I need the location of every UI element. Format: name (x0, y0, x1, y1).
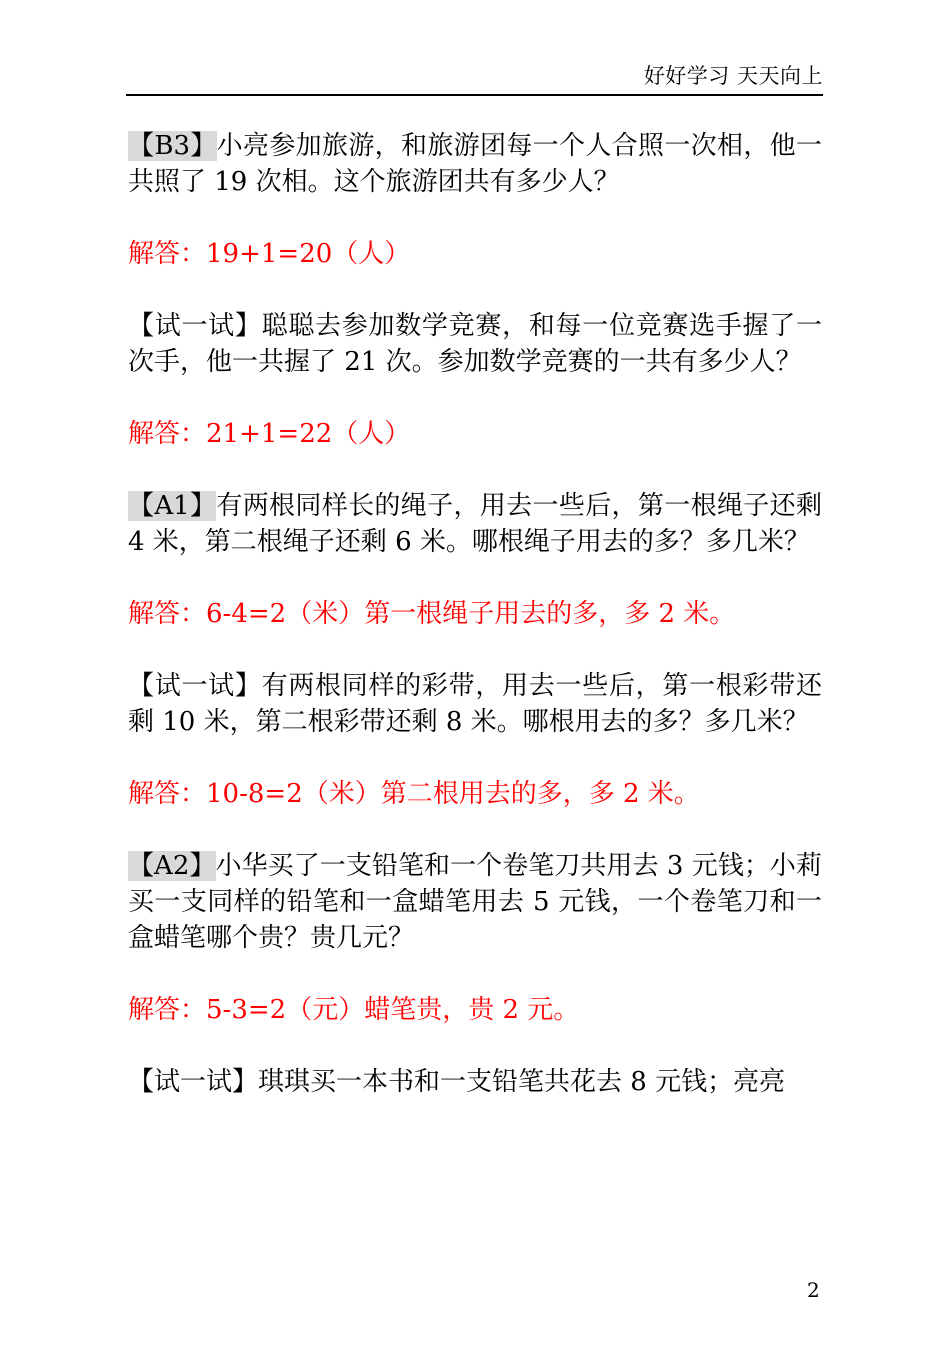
question-tag: 【试一试】 (128, 1067, 259, 1097)
question-a1 (128, 488, 822, 560)
answer-try-2: 解答：10-8=2（米）第二根用去的多，多 2 米。 (128, 779, 700, 809)
question-text: 聪聪去参加数学竞赛，和每一位竞赛选手握了一次手，他一共握了 21 次。参加数学竞赛的一共有多少人？ (128, 311, 822, 377)
page-header (126, 62, 823, 96)
question-tag: 【试一试】 (128, 311, 262, 341)
answer-a2: 解答：5-3=2（元）蜡笔贵，贵 2 元。 (128, 995, 580, 1025)
question-text: 小华买了一支铅笔和一个卷笔刀共用去 3 元钱；小莉买一支同样的铅笔和一盒蜡笔用去 5 元钱，一个卷笔刀和一盒蜡笔哪个贵？贵几元？ (128, 851, 822, 953)
question-b3 (128, 128, 822, 200)
answer-try-1: 解答：21+1=22（人） (128, 419, 411, 449)
question-tag: 【试一试】 (128, 671, 262, 701)
page-content (128, 128, 822, 1136)
question-text: 有两根同样长的绳子，用去一些后，第一根绳子还剩 4 米，第二根绳子还剩 6 米。哪根绳子用去的多？多几米？ (128, 491, 822, 557)
question-a2 (128, 848, 822, 956)
question-text: 琪琪买一本书和一支铅笔共花去 8 元钱；亮亮 (258, 1067, 786, 1097)
question-tag: 【A2】 (128, 851, 216, 881)
answer-a1: 解答：6-4=2（米）第一根绳子用去的多，多 2 米。 (128, 599, 736, 629)
question-try-1 (128, 308, 822, 380)
question-tag: 【B3】 (128, 131, 217, 161)
question-tag: 【A1】 (128, 491, 217, 521)
question-try-3 (128, 1064, 822, 1100)
header-text: 好好学习 天天向上 (643, 64, 823, 88)
answer-b3: 解答：19+1=20（人） (128, 239, 411, 269)
question-text: 有两根同样的彩带，用去一些后，第一根彩带还剩 10 米，第二根彩带还剩 8 米。哪根用去的多？多几米？ (128, 671, 822, 737)
question-text: 小亮参加旅游，和旅游团每一个人合照一次相，他一共照了 19 次相。这个旅游团共有多少人？ (128, 131, 822, 197)
question-try-2 (128, 668, 822, 740)
page-number: 2 (807, 1278, 820, 1302)
